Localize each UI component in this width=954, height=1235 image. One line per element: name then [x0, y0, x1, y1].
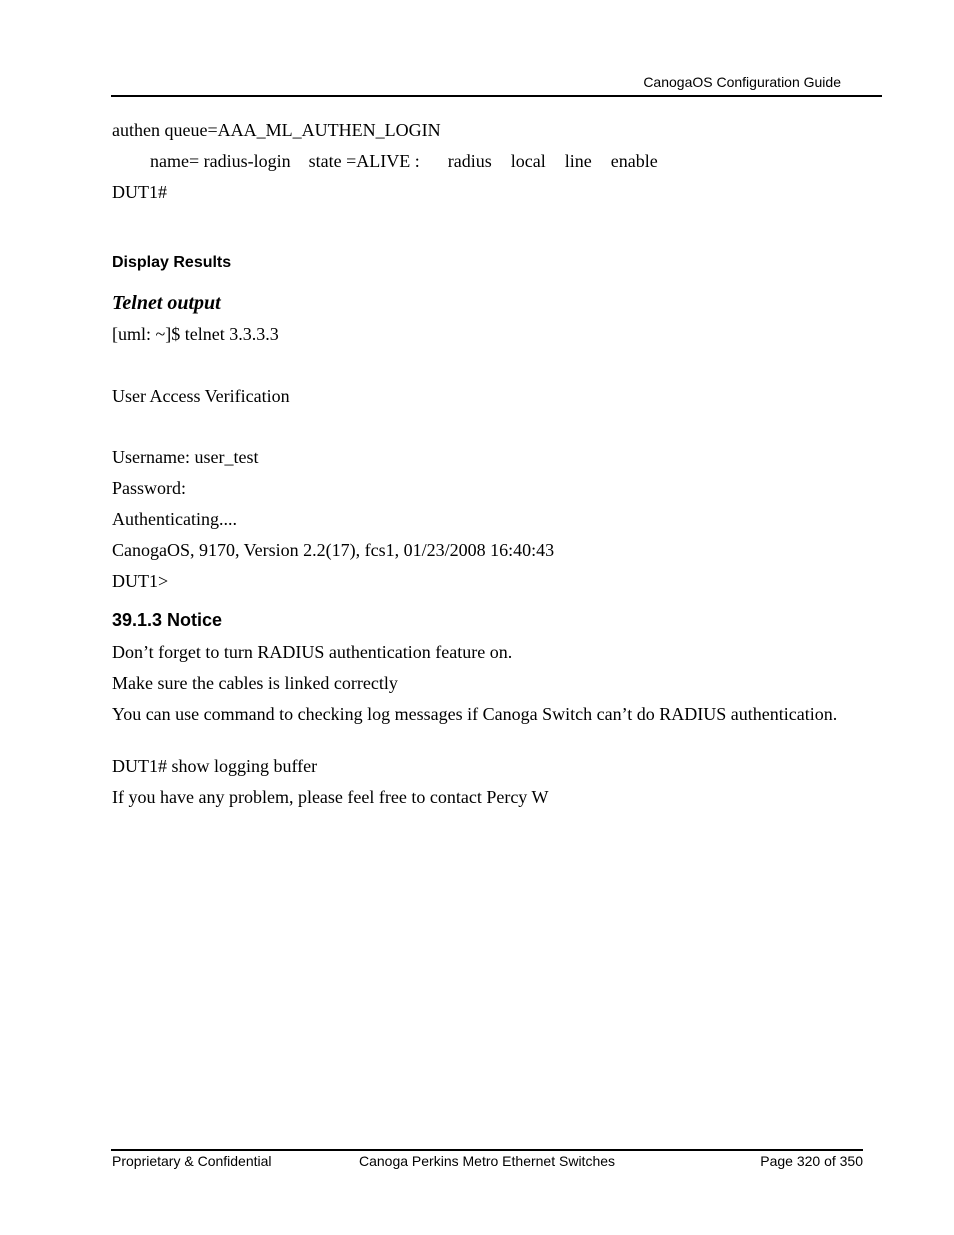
state-field: state =ALIVE :: [308, 151, 420, 171]
telnet-output-heading: Telnet output: [112, 292, 221, 314]
footer-confidential: Proprietary & Confidential: [112, 1153, 272, 1169]
telnet-command-line: [uml: ~]$ telnet 3.3.3.3: [112, 324, 279, 344]
name-field: name= radius-login: [150, 151, 291, 171]
footer-divider: [111, 1149, 863, 1151]
footer-page-number: Page 320 of 350: [760, 1153, 863, 1169]
prompt-line-1: DUT1#: [112, 182, 167, 202]
username-line: Username: user_test: [112, 447, 259, 467]
notice-cables-line: Make sure the cables is linked correctly: [112, 673, 398, 693]
name-state-line: [150, 151, 658, 172]
contact-line: If you have any problem, please feel free to contact Percy W: [112, 787, 549, 807]
running-header: CanogaOS Configuration Guide: [643, 74, 841, 90]
method-enable: enable: [610, 151, 658, 171]
password-line: Password:: [112, 478, 187, 498]
method-radius: radius: [447, 151, 492, 171]
header-divider: [111, 95, 882, 97]
authenticating-line: Authenticating....: [112, 509, 237, 529]
notice-heading: 39.1.3 Notice: [112, 610, 223, 630]
display-results-heading: Display Results: [112, 254, 232, 271]
authen-queue-line: authen queue=AAA_ML_AUTHEN_LOGIN: [112, 120, 441, 140]
notice-radius-line: Don’t forget to turn RADIUS authentication feature on.: [112, 642, 513, 662]
show-logging-line: DUT1# show logging buffer: [112, 756, 318, 776]
footer-product: Canoga Perkins Metro Ethernet Switches: [359, 1153, 616, 1169]
notice-command-paragraph: You can use command to checking log messages if Canoga Switch can’t do RADIUS authentication.: [112, 704, 838, 724]
method-line: line: [564, 151, 592, 171]
version-line: CanogaOS, 9170, Version 2.2(17), fcs1, 01/23/2008 16:40:43: [112, 540, 555, 560]
prompt-line-2: DUT1>: [112, 571, 169, 591]
method-local: local: [510, 151, 546, 171]
user-access-verification-line: User Access Verification: [112, 386, 290, 406]
